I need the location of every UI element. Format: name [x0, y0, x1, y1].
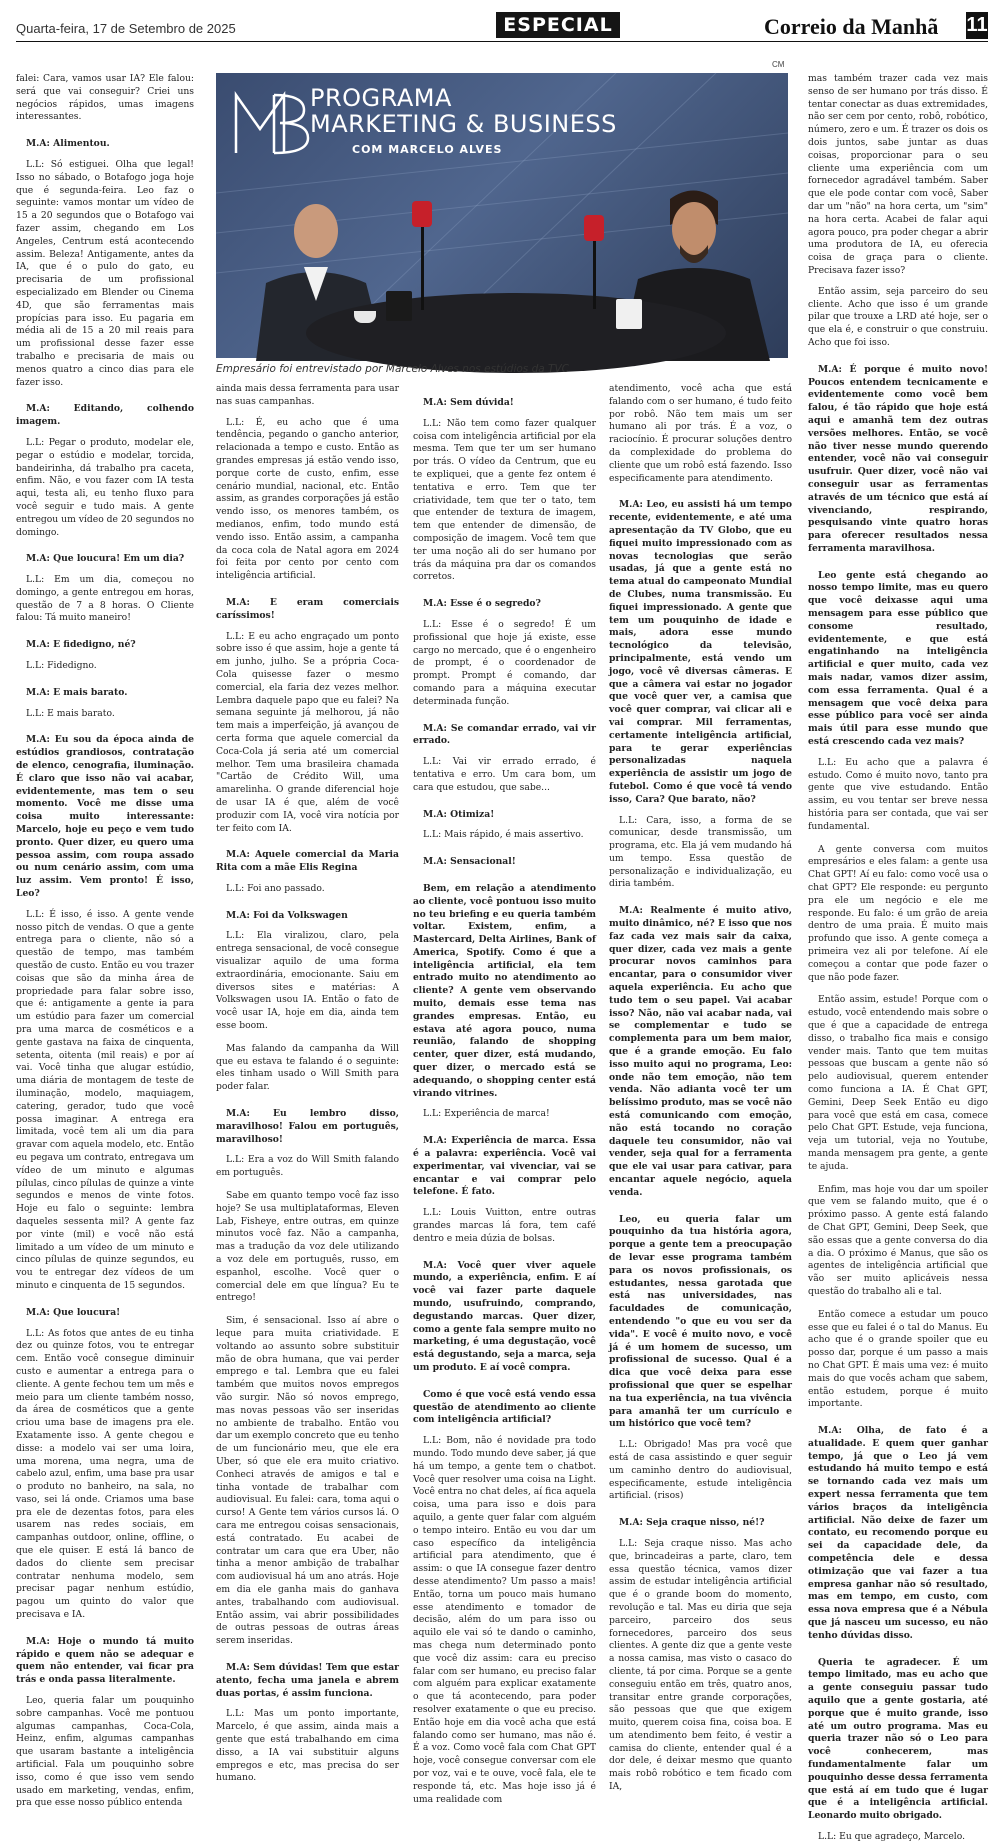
article-paragraph: Sim, é sensacional. Isso aí abre o leque para muita criatividade. E voltando ao assunto sobre substituir mão de obra humana, que vai perder emprego e tal. Lembra que eu falei também que muitos novos empregos vão surgir. Não só novos emprego, mas novas pessoas vão ser inseridas no ambiente de trabalho. Então vou dar um exemplo concreto que eu tenho de um funcionário meu, que ele era Uber, só que ele era muito criativo. Conheci através de amigos e tal e tinha vontade de trabalhar com audiovisual. Eu falei: cara, toma aqui o curso! A Gente tem vários cursos lá. O cara me entregou coisas sensacionais, está contratado. Eu acabei de contratar um cara que era Uber, não tinha a menor ambição de trabalhar com audiovisual há um ano atrás. Hoje em dia ele ganha mais do ganhava antes, trabalhando com audiovisual. Então assim, vai abrir possibilidades de outras pessoas de outras áreas serem inseridas. [216, 1315, 399, 1647]
article-paragraph: Leo, queria falar um pouquinho sobre campanhas. Você me pontuou algumas campanhas, Coca-Cola, Heinz, enfim, algumas campanhas que usaram bastante a inteligência artificial. Fala um pouquinho sobre isso, como é que isso vem sendo usado em marketing, vendas, enfim, pra que esse nosso público entenda [16, 1695, 194, 1809]
article-paragraph: L.L: Mais rápido, é mais assertivo. [423, 829, 584, 841]
article-paragraph: Enfim, mas hoje vou dar um spoiler que vem se falando muito, que é o próximo passo. A gente está falando de Chat GPT, Gemini, Deep Seek, que são essas que a gente conversa do dia a dia. O próximo é Manus, que são os agentes de inteligência artificial que vão ser muito aplicáveis nessa questão do trabalho ali e tal. [808, 1183, 988, 1297]
interviewer-paragraph: M.A: Realmente é muito ativo, muito dinâmico, né? E isso que nos faz cada vez mais sair da caixa, quer dizer, cada vez mais a gente procurar novos caminhos para encantar, para o consumidor viver aquela experiência. Eu acho que tudo tem o seu papel. Vai acabar isso? Não, não vai acabar nada, vai se complementar e tudo se complementa para um bem maior, que é a grande emoção. Eu falo isso muito aqui no programa, Leo: onde não tem emoção, não tem venda. Não adianta você ter um belíssimo produto, mas se você não está comunicando com emoção, não está tocando no coração daquele teu consumidor, não vai vender, seja qual for a ferramenta que ele vai usar para cativar, para encantar aquele negócio, aquela venda. [609, 905, 792, 1198]
mic-stand-left [421, 225, 424, 310]
article-paragraph: L.L: Só estiguei. Olha que legal! Isso no sábado, o Botafogo joga hoje que é segunda-feira. Leo faz o seguinte: vamos montar um vídeo de 15 a 20 segundos que o Botafogo vai fazer assim, chegando em Los Angeles, Centrum está acontecendo assim. Beleza! Antigamente, antes da IA, que é o pulo do gato, eu precisaria de um profissional especializado em Blender ou Cinema 4D, que são ferramentas mais propícias para isso. Eu pagaria em média ali de 15 a 20 mil reais para um profissional desse fazer esse trabalho e precisaria de mais ou menos quatro a cinco dias para ele fazer isso. [16, 158, 194, 388]
interviewer-paragraph: M.A: Você quer viver aquele mundo, a experiência, enfim. E aí você vai fazer parte daquele mundo, usufruindo, comprando, degustando marcas. Quer dizer, como a gente fala sempre muito no marketing, é uma degustação, você está degustando, seja a marca, seja um produto. E aí você compra. [413, 1259, 596, 1373]
interviewer-paragraph: M.A: Que loucura! [26, 1306, 121, 1318]
article-paragraph: L.L: E mais barato. [26, 707, 115, 719]
cup-icon [354, 311, 376, 323]
interviewer-paragraph: M.A: Sensacional! [423, 856, 516, 868]
article-paragraph: L.L: É, eu acho que é uma tendência, pegando o gancho anterior, relacionada a tempo e custo. Então as grandes empresas já estão vendo isso, porque corte de custo, enfim, esse cenário mundial, nacional, etc. Então assim, as grandes corporações já estão vendo isso, os menores também, os medianos, enfim, todo mundo está vendo isso. Então assim, a campanha da coca cola de Natal agora em 2024 foi feita por cento por cento com inteligência artificial. [216, 416, 399, 582]
interviewer-paragraph: M.A: Eu lembro disso, maravilhoso! Falou em português, maravilhoso! [216, 1108, 399, 1145]
article-paragraph: Então assim, seja parceiro do seu cliente. Acho que isso é um grande pilar que trouxe a LRD até hoje, ser o que ela é, e construir o que construiu. Acho que foi isso. [808, 285, 988, 348]
article-paragraph: L.L: Bom, não é novidade pra todo mundo. Todo mundo deve saber, já que há um tempo, a gente tem o chatbot. Você quer resolver uma coisa na Light. Você entra no chat deles, aí fica aquela coisa, uma para isso e dois para aquilo, a gente quer falar com alguém o tempo inteiro. Então eu vou dar um caso específico da inteligência artificial para atendimento, que é assim: o que IA consegue fazer dentro desse atendimento? Um passo a mais! Então, torna um pouco mais humano esse atendimento e tomador de decisão, além do um para isso ou aquilo ele vai só te dando o caminho, mas chega num determinado ponto que você diz assim: cara eu preciso falar com ser humano, eu preciso falar com alguém para explicar exatamente o que tá acontecendo, para poder resolver exatamente o que eu preciso. Então hoje em dia você acha que está falando como ser humano, mas não é. É a voz. Como você fala com Chat GPT hoje, você consegue conversar com ele por voz, vai e te ouve, você fala, ele te responde tá, etc. Mas hoje isso já é uma realidade com [413, 1435, 596, 1805]
mug-icon [616, 299, 642, 329]
article-column-5 [808, 73, 988, 1842]
interviewer-paragraph: M.A: Editando, colhendo imagem. [16, 403, 194, 428]
interviewer-paragraph: M.A: Leo, eu assisti há um tempo recente, evidentemente, e até uma apresentação da TV Globo, que eu fiquei muito impressionado com as novas tecnologias que serão usadas, já que a gente está no tema atual do campeonato Mundial de Clubes, numa transmissão. Eu fiquei impressionado. A gente que tem um pouquinho de idade e mais, adora esse mundo tecnológico da televisão, principalmente, está vendo um jogo, você vê diversas câmeras. E que a câmera vai estar no jogador que você quer ver, a camisa que você quer comprar, vai clicar ali e vai comprar. Mil ferramentas, certamente inteligência artificial, para te gerar experiências personalizadas naquela experiência de assistir um jogo de futebol. Como é que você tá vendo isso, Cara? Que barato, não? [609, 499, 792, 805]
article-paragraph: L.L: Ela viralizou, claro, pela entrega sensacional, de você consegue visualizar aquilo de uma forma extraordinária, emocionante. Saiu em diversos sites e matérias: A Volkswagen usou IA. Então o fato de você usar IA, hoje em dia, ainda tem esse boom. [216, 930, 399, 1032]
article-paragraph: L.L: Eu que agradeço, Marcelo. [818, 1831, 965, 1842]
interviewer-paragraph: Leo, eu queria falar um pouquinho da tua história agora, porque a gente tem a preocupação de levar esse programa também para os novos profissionais, os estudantes, nessa garotada que está nas universidades, nas faculdades de comunicação, entendendo "o que eu vou ser da vida". E você é muito novo, e você já é um homem de sucesso, um profissional de sucesso. Qual é a dica que você deixa para esse profissional que quer se espelhar na tua experiência, na tua vivência para amanhã ter um currículo e um histórico que você tem? [609, 1213, 792, 1430]
article-paragraph: L.L: Obrigado! Mas pra você que está de casa assistindo e quer seguir um caminho dentro do audiovisual, especificamente, estude inteligência artificial. (risos) [609, 1439, 792, 1502]
section-label: ESPECIAL [496, 12, 620, 38]
article-paragraph: L.L: Vai vir errado errado, é tentativa e erro. Um cara bom, um cara que estudou, que sabe... [413, 756, 596, 793]
interviewer-paragraph: M.A: Se comandar errado, vai vir errado. [413, 722, 596, 747]
newspaper-name: Correio da Manhã [764, 14, 939, 39]
microphone-icon [584, 215, 604, 241]
article-paragraph: L.L: Louis Vuitton, entre outras grandes marcas lá fora, tem café dentro e meia dúzia de bolsas. [413, 1207, 596, 1244]
article-paragraph: L.L: E eu acho engraçado um ponto sobre isso é que assim, hoje a gente tá em junho, julho. Se a própria Coca-Cola quisesse fazer o mesmo comercial, ela faria dez vezes melhor. Lembra daquele papo que eu falei? Na semana seguinte já melhorou, já não tem mais a imperfeição, já avançou de certa forma que aquele comercial da Coca-Cola já seria até um comercial melhor. Tem uma brasileira chamada "Cartão de Crédito Will, uma amarelinha. O grande diferencial hoje de usar IA é que, além de você produzir com IA, você vira notícia por ter feito com IA. [216, 630, 399, 834]
article-paragraph: Sabe em quanto tempo você faz isso hoje? Se usa multiplataformas, Eleven Lab, Fisheye, entre outras, em quinze minutos você faz. Não a campanha, mas a tradução da voz dele utilizando a voz dele em português, russo, em espanhol, escolhe. Você quer o comercial dele em que língua? Eu te entrego! [216, 1190, 399, 1304]
article-paragraph: L.L: Pegar o produto, modelar ele, pegar o estúdio e modelar, torcida, bandeirinha, dá trabalho pra caceta, enfim. Não, e vou fazer com IA testa aqui, testa ali, eu tenho fluxo para você seguir e tudo mais. A gente entregou um vídeo de 20 segundos no domingo. [16, 436, 194, 538]
article-paragraph: atendimento, você acha que está falando com o ser humano, é tudo feito por robô. Não tem mais um ser humano ali por trás. É a voz, o raciocínio. É procurar soluções dentro da complexidade do problema do cliente que um robô está fazendo. Isso especificamente para atendimento. [609, 383, 792, 484]
article-paragraph: L.L: É isso, é isso. A gente vende nosso pitch de vendas. O que a gente entrega para o cliente, não só a questão de tempo, mas também questão de custo. Então eu vou trazer coisas que são da minha área de propriedade para falar sobre isso, que é: antigamente a gente ia para um estúdio para fazer um comercial pra uma marca de cosméticos e a gente gastava na faixa de cinquenta, setenta, oitenta (mil reais) e por aí vai. Você tinha que alugar estúdio, uma diária de montagem de teste de iluminação, modelo, maquiagem, catering, gerador, tudo que você possa imaginar. A entrega era limitada, você tem ali um dia para gravar com aquela modelo, etc. Então eu pegava um contrato, entregava um vídeo de um minuto e algumas pílulas, cinco pílulas de quinze a vinte segundos e menos de vinte fotos. Hoje eu falo o seguinte: lembra daqueles sessenta mil? A gente faz por vinte (mil) e você não está limitado a um vídeo de um minuto e cinco pílulas de quinze segundos, eu vou te entregar dez vídeos de um minuto e cinquenta de 15 segundos. [16, 908, 194, 1291]
article-paragraph: L.L: Seja craque nisso. Mas acho que, brincadeiras a parte, claro, tem essa questão técnica, vamos dizer assim de estudar inteligência artificial que é o grande boom do momento, revolução e tal. Mas eu diria que seja parceiro, parceiro dos seus fornecedores, parceiro dos seus clientes. A gente diz que a gente veste a nossa camisa, mas visto o casaco do cliente, tá por cima. Porque se a gente conseguiu então em três, quatro anos, transitar entre grande corporações, são pessoas que que que exigem muito, querem coisa fina, coisa boa. E um atendimento bem feito, é vestir a camisa do cliente, entender qual é a dor dele, é deixar mesmo que quanto mais robô robótico e tem ficado com IA, [609, 1537, 792, 1793]
article-paragraph: Então comece a estudar um pouco esse que eu falei é o tal do Manus. Eu acho que é o grande spoiler que eu posso dar, porque é um passo a mais no Chat GPT. É mais uma vez: é muito mais do que vocês acham que sabem, então estudem, porque é muito importante. [808, 1308, 988, 1410]
interviewer-paragraph: M.A: Experiência de marca. Essa é a palavra: experiência. Você vai experimentar, vai vivenciar, vai se encantar e vai comprar pelo telefone. É fato. [413, 1135, 596, 1198]
interviewer-paragraph: M.A: Hoje o mundo tá muito rápido e quem não se adequar e quem não entender, vai ficar pra trás e onda passa literalmente. [16, 1635, 194, 1686]
program-title: PROGRAMA MARKETING & BUSINESS [310, 84, 617, 138]
interviewer-paragraph: M.A: Otimiza! [423, 808, 495, 820]
article-paragraph: ainda mais dessa ferramenta para usar nas suas campanhas. [216, 383, 399, 407]
article-paragraph: falei: Cara, vamos usar IA? Ele falou: será que vai conseguir? Criei uns negócios rápidos, umas imagens interessantes. [16, 73, 194, 123]
article-paragraph: L.L: Mas um ponto importante, Marcelo, é que assim, ainda mais a gente que está trabalhando em cima disso, a IA vai substituir alguns empregos e etc, mas precisa do ser humano. [216, 1708, 399, 1784]
article-paragraph: L.L: As fotos que antes de eu tinha dez ou quinze fotos, vou te entregar cem. Então você consegue diminuir custo e aumentar a entrega para o cliente. A gente fechou tem um mês e meio para um cliente também nosso, da área de cosméticos que a gente criou uma base de imagens pra ele. Exatamente isso. A gente chegou e disse: a modelo vai ser uma loira, uma morena, uma negra, uma de cabelo azul, enfim, uma base pra usar o produto no banheiro, na sala, no vaso, sei lá onde. Criamos uma base pra ele de dezentas fotos, para eles usarem nas redes sociais, em campanhas outdoor, online, offline, o que ele quiser. E está lá banco de dados do cliente sem precisar contratar nenhuma modelo, sem precisar pagar nenhum estúdio, pagou um quinto do valor que precisava e IA. [16, 1327, 194, 1621]
microphone-icon [412, 201, 432, 227]
mic-stand-right [593, 239, 596, 309]
article-column-3 [413, 383, 596, 1805]
article-paragraph: L.L: Cara, isso, a forma de se comunicar, desde transmissão, um programa, etc. Ela já vem mudando há um tempo. Essa questão de personalização e individualização, eu diria também. [609, 814, 792, 890]
article-paragraph: L.L: Foi ano passado. [226, 882, 325, 894]
header-rule [16, 41, 988, 42]
article-paragraph: mas também trazer cada vez mais senso de ser humano por trás disso. É tentar conectar as duas extremidades, não ser cem por cento, robô, robótico, número, zero e um. É trazer os dois os dois juntos, sabe juntar as duas coisas, proporcionar para o seu cliente uma experiência com um fornecedor agradável também. Saber que ele pode contar com você, Saber dar um "não" na hora certa, um "sim" na hora certa. Acabei de falar aqui agora pouco, pra poder chegar a abrir uma produtora de IA, eu oferecia coisa de graça para o cliente. Precisava fazer isso? [808, 73, 988, 276]
interviewer-paragraph: M.A: E mais barato. [26, 686, 128, 698]
article-paragraph: L.L: Fidedigno. [26, 660, 97, 672]
interviewer-paragraph: Queria te agradecer. É um tempo limitado, mas eu acho que a gente conseguiu passar tudo aquilo que a gente gostaria, até porque que é muito grande, isso até um outro programa. Mas eu queria trazer não só o Leo para você conhecerem, mas fundamentalmente falar um pouquinho desse dessa ferramenta que está aí em tudo que é lugar que é a inteligência artificial. Leonardo muito obrigado. [808, 1656, 988, 1822]
interviewer-paragraph: M.A: E eram comerciais caríssimos! [216, 596, 399, 621]
interview-photo [216, 73, 788, 358]
page-header [16, 12, 988, 42]
interviewer-paragraph: M.A: Aquele comercial da Maria Rita com a mãe Elis Regina [216, 849, 399, 874]
article-paragraph: Mas falando da campanha da Will que eu estava te falando é o seguinte: eles tinham usado o Will Smith para poder falar. [216, 1042, 399, 1093]
interviewer-paragraph: Leo gente está chegando ao nosso tempo limite, mas eu quero que você deixasse aqui uma mensagem para esse público que consome resultado, evidentemente, e que está engatinhando na inteligência artificial e quer muito, cada vez mais nadar, vamos dizer assim, com essa ferramenta. Qual é a mensagem que você deixa para esse público para você ser ainda mais útil para esse mundo que está crescendo cada vez mais? [808, 569, 988, 748]
interviewer-paragraph: M.A: Alimentou. [26, 138, 110, 150]
article-paragraph: A gente conversa com muitos empresários e eles falam: a gente usa Chat GPT! Aí eu falo: como você usa o chat GPT? Ele responde: eu pergunto pra ele um negócio e ele me responde. Eu falo: é um grão de areia dentro de uma praia. É muito mais profundo que isso. A gente começa a primeira vez ali por telefone. Aí ele começou a contar que pode fazer o que não pode fazer. [808, 843, 988, 983]
issue-date: Quarta-feira, 17 de Setembro de 2025 [16, 21, 236, 36]
mug-icon [386, 291, 412, 321]
interviewer-paragraph: M.A: Sem dúvida! [423, 397, 514, 408]
article-column-1 [16, 73, 194, 1809]
studio-table [306, 293, 726, 373]
interviewer-paragraph: M.A: Seja craque nisso, né!? [619, 1517, 765, 1529]
photo-caption: Empresário foi entrevistado por Marcelo Alves nos estúdios da TVC [216, 363, 569, 375]
article-paragraph: Então assim, estude! Porque com o estudo, você entendendo mais sobre o que é que a capacidade de entrega disso, o trabalho fica mais e consigo vender mais. Tanto que tem muitas pessoas que buscam a gente não só pelo audiovisual, querem entender como funciona a IA. É Chat GPT, Gemini, Deep Seek Então eu digo para você que está em casa, comece pelo Chat GPT. Estude, veja funciona, veja um tutorial, veja no Youtube, manda mensagem pra gente, a gente te ajuda. [808, 994, 988, 1172]
interviewer-paragraph: M.A: Que loucura! Em um dia? [26, 553, 185, 565]
article-paragraph: L.L: Em um dia, começou no domingo, a gente entregou em horas, questão de 7 a 8 horas. O Cliente falou: Tá muito maneiro! [16, 574, 194, 624]
interviewer-paragraph: M.A: Esse é o segredo? [423, 598, 541, 610]
interviewer-paragraph: M.A: Foi da Volkswagen [226, 909, 348, 921]
mb-logo-icon [230, 83, 310, 163]
article-paragraph: L.L: Eu acho que a palavra é estudo. Como é muito novo, tanto pra gente que vive estudando. Então assim, eu vou tentar ser breve nessa história para ser contada, que vai ser fundamental. [808, 756, 988, 832]
interviewer-paragraph: M.A: E fidedigno, né? [26, 639, 136, 651]
article-column-2 [216, 383, 399, 1791]
interviewer-paragraph: M.A: Eu sou da época ainda de estúdios grandiosos, contratação de elenco, cenografia, iluminação. É claro que isso não vai acabar, evidentemente, mas tem o seu momento. Você me disse uma coisa muito interessante: Marcelo, hoje eu peço e vem tudo pronto. Quer dizer, eu quero uma pessoa assim, com roupa assado ou num cenário assim, com uma luz assim. Vem pronto! É isso, Leo? [16, 734, 194, 900]
interviewer-paragraph: M.A: Sem dúvidas! Tem que estar atento, fecha uma janela e abrem duas portas, é assim funciona. [216, 1661, 399, 1699]
article-column-4 [609, 383, 792, 1791]
article-paragraph: L.L: Era a voz do Will Smith falando em português. [216, 1154, 399, 1179]
article-paragraph: L.L: Não tem como fazer qualquer coisa com inteligência artificial por ela mesma. Tem que ter um ser humano por trás. O vídeo da Centrum, que eu te expliquei, que a gente fez ontem é tentativa e erro. Tem que ter criatividade, tem que ter o tato, tem que entender de textura de imagem, tem que entender de dimensão, de composição de imagem. Você tem que ter uma noção ali do ser humano por trás da máquina pra dar os comandos corretos. [413, 417, 596, 583]
interviewer-paragraph: Como é que você está vendo essa questão de atendimento ao cliente com inteligência artificial? [413, 1388, 596, 1426]
interviewer-paragraph: M.A: Olha, de fato é a atualidade. E quem quer ganhar tempo, já que o Leo já vem estudando há muito tempo e está se tornando cada vez mais um expert nessa ferramenta que tem vários braços da inteligência artificial. Não deixe de fazer um contato, eu recomendo porque eu sei da capacidade dele, da competência dele e dessa otimização que vai fazer a tua empresa ganhar não só resultado, mas em tempo, em custo, com essa nova empresa que é a Nébula que já nasceu um sucesso, eu não tenho dúvidas disso. [808, 1425, 988, 1641]
photo-credit: CM [772, 60, 785, 69]
page-number: 11 [966, 12, 988, 39]
interviewer-paragraph: M.A: É porque é muito novo! Poucos entendem tecnicamente e evidentemente como você bem falou, é tão rápido que hoje está aqui e amanhã tem dez outras versões melhores. Então, se você não tiver nesse mundo querendo entender, você não vai conseguir usufruir. Quer dizer, você não vai conseguir usar as ferramentas através de um técnico que está aí vivenciando, respirando, pesquisando vinte quatro horas para oferecer resultados nessa ferramenta maravilhosa. [808, 363, 988, 554]
article-paragraph: L.L: Esse é o segredo! É um profissional que hoje já existe, esse cargo no mercado, que é o engenheiro de prompt, é o coordenador de prompt. Prompt é comando, dar comando para a máquina executar determinada função. [413, 618, 596, 707]
article-paragraph: L.L: Experiência de marca! [423, 1108, 550, 1120]
program-subtitle: COM MARCELO ALVES [352, 143, 503, 156]
interviewer-paragraph: Bem, em relação a atendimento ao cliente, você pontuou isso muito no teu briefing e eu queria também voltar. Existem, enfim, a Mastercard, Delta Airlines, Bank of America, Spotify. Como é que a inteligência artificial, ela tem entrado muito no atendimento ao cliente? A gente vem observando muito, demais esse tema nas grandes empresas. Então, eu estava até agora pouco, numa reunião, falando de shopping center, quer dizer, está mudando, quer dizer, o mercado está se adequando, o shopping center está virando vitrines. [413, 882, 596, 1099]
